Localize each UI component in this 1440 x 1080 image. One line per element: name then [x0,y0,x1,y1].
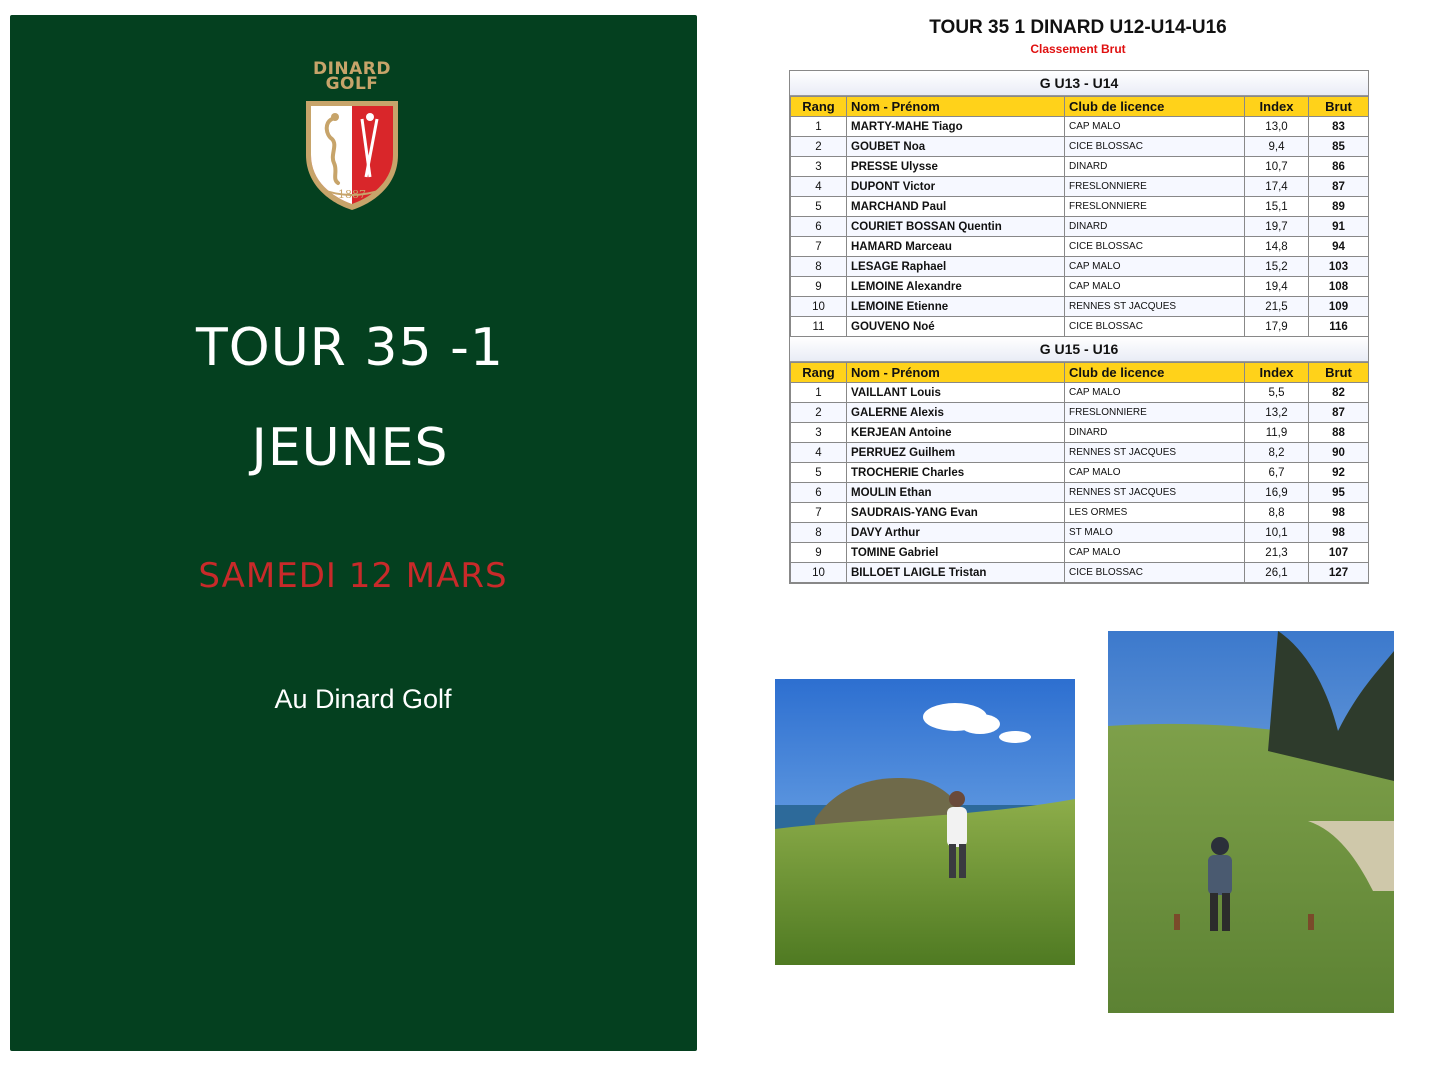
cell-name: LESAGE Raphael [847,257,1065,277]
cell-club: FRESLONNIERE [1065,403,1245,423]
cell-name: TROCHERIE Charles [847,463,1065,483]
cell-index: 17,9 [1245,317,1309,337]
cell-club: LES ORMES [1065,503,1245,523]
cell-brut: 83 [1309,117,1369,137]
event-subtitle: JEUNES [251,418,449,478]
cell-rank: 3 [791,423,847,443]
cell-rank: 2 [791,403,847,423]
cell-name: LEMOINE Alexandre [847,277,1065,297]
results-subtitle: Classement Brut [1030,42,1126,56]
cell-brut: 103 [1309,257,1369,277]
cell-name: BILLOET LAIGLE Tristan [847,563,1065,583]
column-header-club: Club de licence [1065,97,1245,117]
table-row [791,403,1369,423]
cell-name: TOMINE Gabriel [847,543,1065,563]
cell-rank: 2 [791,137,847,157]
cell-club: RENNES ST JACQUES [1065,483,1245,503]
crest-year: 1887 [338,188,366,201]
cell-index: 13,2 [1245,403,1309,423]
cell-club: RENNES ST JACQUES [1065,297,1245,317]
cell-rank: 5 [791,197,847,217]
cell-name: HAMARD Marceau [847,237,1065,257]
table-row [791,317,1369,337]
cell-name: PERRUEZ Guilhem [847,443,1065,463]
table-row [791,523,1369,543]
cell-brut: 95 [1309,483,1369,503]
column-header-name: Nom - Prénom [847,363,1065,383]
cell-brut: 94 [1309,237,1369,257]
cell-name: SAUDRAIS-YANG Evan [847,503,1065,523]
cell-index: 26,1 [1245,563,1309,583]
event-title: TOUR 35 -1 [196,318,504,378]
photo-coastal-golf [775,679,1075,965]
brand-line-2: GOLF [325,74,379,94]
table-row [791,483,1369,503]
table-row [791,217,1369,237]
table-row [791,297,1369,317]
cell-name: VAILLANT Louis [847,383,1065,403]
cell-club: CAP MALO [1065,383,1245,403]
group-table [790,96,1369,337]
cell-club: CAP MALO [1065,117,1245,137]
cell-name: KERJEAN Antoine [847,423,1065,443]
cell-index: 11,9 [1245,423,1309,443]
cell-rank: 8 [791,523,847,543]
group-table [790,362,1369,583]
cell-rank: 6 [791,217,847,237]
cell-index: 8,2 [1245,443,1309,463]
cell-club: DINARD [1065,423,1245,443]
group-header: G U15 - U16 [790,337,1368,362]
golf-crest-icon [302,97,402,212]
cell-rank: 10 [791,563,847,583]
cell-brut: 98 [1309,503,1369,523]
cell-brut: 88 [1309,423,1369,443]
dinard-golf-logo [300,59,404,94]
column-header-index: Index [1245,363,1309,383]
cell-brut: 127 [1309,563,1369,583]
cell-club: DINARD [1065,217,1245,237]
cell-name: GALERNE Alexis [847,403,1065,423]
cell-rank: 11 [791,317,847,337]
cell-index: 13,0 [1245,117,1309,137]
cell-brut: 82 [1309,383,1369,403]
cell-brut: 107 [1309,543,1369,563]
cell-rank: 3 [791,157,847,177]
cell-name: GOUVENO Noé [847,317,1065,337]
cell-brut: 90 [1309,443,1369,463]
cell-club: CICE BLOSSAC [1065,317,1245,337]
cell-brut: 87 [1309,403,1369,423]
cell-rank: 5 [791,463,847,483]
cell-club: CAP MALO [1065,277,1245,297]
table-row [791,543,1369,563]
cell-club: ST MALO [1065,523,1245,543]
cell-club: FRESLONNIERE [1065,197,1245,217]
cell-club: RENNES ST JACQUES [1065,443,1245,463]
cell-index: 9,4 [1245,137,1309,157]
table-row [791,423,1369,443]
column-header-index: Index [1245,97,1309,117]
cell-brut: 85 [1309,137,1369,157]
cell-index: 14,8 [1245,237,1309,257]
cell-index: 17,4 [1245,177,1309,197]
cell-index: 19,4 [1245,277,1309,297]
cell-brut: 92 [1309,463,1369,483]
column-header-name: Nom - Prénom [847,97,1065,117]
cell-name: GOUBET Noa [847,137,1065,157]
cell-rank: 6 [791,483,847,503]
column-header-brut: Brut [1309,363,1369,383]
table-row [791,197,1369,217]
results-title: TOUR 35 1 DINARD U12-U14-U16 [929,17,1227,38]
event-date: SAMEDI 12 MARS [198,556,508,596]
cell-brut: 116 [1309,317,1369,337]
table-row [791,117,1369,137]
cell-rank: 9 [791,277,847,297]
table-row [791,563,1369,583]
cell-rank: 7 [791,503,847,523]
cell-rank: 10 [791,297,847,317]
cell-index: 15,1 [1245,197,1309,217]
cell-index: 15,2 [1245,257,1309,277]
event-venue: Au Dinard Golf [274,684,452,714]
table-row [791,503,1369,523]
table-row [791,177,1369,197]
table-row [791,383,1369,403]
cell-rank: 8 [791,257,847,277]
cell-rank: 1 [791,117,847,137]
cell-club: CAP MALO [1065,257,1245,277]
cell-index: 21,5 [1245,297,1309,317]
cell-index: 8,8 [1245,503,1309,523]
table-row [791,277,1369,297]
cell-club: DINARD [1065,157,1245,177]
cell-brut: 87 [1309,177,1369,197]
cell-brut: 86 [1309,157,1369,177]
cell-index: 5,5 [1245,383,1309,403]
cell-brut: 98 [1309,523,1369,543]
cell-brut: 108 [1309,277,1369,297]
cell-name: PRESSE Ulysse [847,157,1065,177]
cell-name: DAVY Arthur [847,523,1065,543]
table-row [791,257,1369,277]
cell-index: 16,9 [1245,483,1309,503]
group-header: G U13 - U14 [790,71,1368,96]
cell-name: MOULIN Ethan [847,483,1065,503]
table-row [791,157,1369,177]
results-table [789,70,1369,584]
table-row [791,463,1369,483]
cell-name: MARCHAND Paul [847,197,1065,217]
cell-rank: 7 [791,237,847,257]
cell-index: 10,7 [1245,157,1309,177]
column-header-club: Club de licence [1065,363,1245,383]
column-header-rank: Rang [791,363,847,383]
brand-line-1: DINARD [312,59,392,79]
cell-club: CAP MALO [1065,463,1245,483]
cell-club: CAP MALO [1065,543,1245,563]
table-row [791,137,1369,157]
column-header-rank: Rang [791,97,847,117]
cell-brut: 109 [1309,297,1369,317]
table-row [791,237,1369,257]
cell-name: MARTY-MAHE Tiago [847,117,1065,137]
cell-rank: 9 [791,543,847,563]
cell-rank: 4 [791,443,847,463]
cell-name: LEMOINE Etienne [847,297,1065,317]
cell-club: CICE BLOSSAC [1065,137,1245,157]
cell-club: CICE BLOSSAC [1065,563,1245,583]
cell-name: COURIET BOSSAN Quentin [847,217,1065,237]
cell-club: CICE BLOSSAC [1065,237,1245,257]
cell-club: FRESLONNIERE [1065,177,1245,197]
table-row [791,443,1369,463]
cell-index: 19,7 [1245,217,1309,237]
cell-rank: 4 [791,177,847,197]
cell-index: 21,3 [1245,543,1309,563]
cell-name: DUPONT Victor [847,177,1065,197]
cell-index: 6,7 [1245,463,1309,483]
cell-rank: 1 [791,383,847,403]
cell-brut: 89 [1309,197,1369,217]
photo-tee-shot [1108,631,1394,1013]
column-header-brut: Brut [1309,97,1369,117]
cell-brut: 91 [1309,217,1369,237]
cell-index: 10,1 [1245,523,1309,543]
